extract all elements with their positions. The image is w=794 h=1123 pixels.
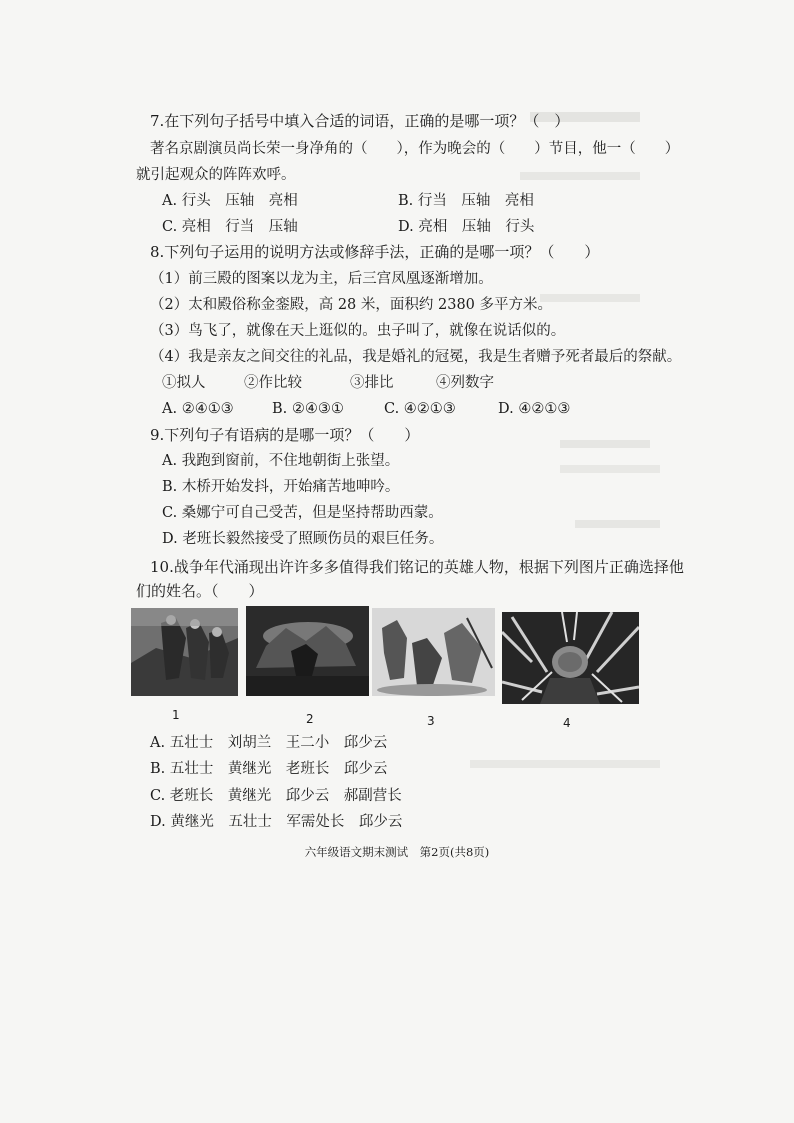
q7-stem: 7.在下列句子括号中填入合适的词语，正确的是哪一项？（ ） xyxy=(150,112,570,130)
q7-option-d: D. 亮相 压轴 行头 xyxy=(398,219,535,235)
q10-option-a: A. 五壮士 刘胡兰 王二小 邱少云 xyxy=(150,735,388,751)
q7-sentence-line2: 就引起观众的阵阵欢呼。 xyxy=(136,167,296,183)
hero-picture-2 xyxy=(246,606,369,696)
q8-stem: 8.下列句子运用的说明方法或修辞手法，正确的是哪一项？（ ） xyxy=(150,243,600,261)
q8-option-a: A. ②④①③ xyxy=(162,401,234,417)
q9-option-a: A. 我跑到窗前，不住地朝街上张望。 xyxy=(162,453,400,469)
q8-item-2: （2）太和殿俗称金銮殿，高 28 米，面积约 2380 多平方米。 xyxy=(150,297,553,313)
picture-label-4: 4 xyxy=(563,716,571,730)
q9-option-d: D. 老班长毅然接受了照顾伤员的艰巨任务。 xyxy=(162,531,444,547)
q8-method-3: ③排比 xyxy=(350,375,394,391)
hero-picture-3 xyxy=(372,608,495,696)
page-footer: 六年级语文期末测试 第2页(共8页) xyxy=(304,845,490,859)
hero-picture-1 xyxy=(131,608,238,696)
picture-label-3: 3 xyxy=(427,714,435,728)
q10-stem-line2: 们的姓名。（ ） xyxy=(136,582,264,600)
q9-option-b: B. 木桥开始发抖，开始痛苦地呻吟。 xyxy=(162,479,400,495)
q8-option-d: D. ④②①③ xyxy=(498,401,571,417)
q7-option-a: A. 行头 压轴 亮相 xyxy=(162,193,298,209)
q8-item-4: （4）我是亲友之间交往的礼品，我是婚礼的冠冕，我是生者赠予死者最后的祭献。 xyxy=(150,349,682,365)
q10-option-c: C. 老班长 黄继光 邱少云 郝副营长 xyxy=(150,788,402,804)
q8-option-c: C. ④②①③ xyxy=(384,401,456,417)
q9-option-c: C. 桑娜宁可自己受苦，但是坚持帮助西蒙。 xyxy=(162,505,443,521)
q8-method-1: ①拟人 xyxy=(162,375,206,391)
q8-method-4: ④列数字 xyxy=(436,375,494,391)
q10-option-b: B. 五壮士 黄继光 老班长 邱少云 xyxy=(150,761,388,777)
q8-option-b: B. ②④③① xyxy=(272,401,344,417)
q8-method-2: ②作比较 xyxy=(244,375,302,391)
picture-label-2: 2 xyxy=(306,712,314,726)
q10-stem-line1: 10.战争年代涌现出许许多多值得我们铭记的英雄人物，根据下列图片正确选择他 xyxy=(150,558,684,576)
q8-item-3: （3）鸟飞了，就像在天上逛似的。虫子叫了，就像在说话似的。 xyxy=(150,323,566,339)
q10-option-d: D. 黄继光 五壮士 军需处长 邱少云 xyxy=(150,814,403,830)
q9-stem: 9.下列句子有语病的是哪一项？（ ） xyxy=(150,426,420,444)
q8-item-1: （1）前三殿的图案以龙为主，后三宫凤凰逐渐增加。 xyxy=(150,271,493,287)
hero-picture-4 xyxy=(502,612,639,704)
q7-option-b: B. 行当 压轴 亮相 xyxy=(398,193,534,209)
q7-option-c: C. 亮相 行当 压轴 xyxy=(162,219,298,235)
q7-sentence-line1: 著名京剧演员尚长荣一身净角的（ ），作为晚会的（ ）节目，他一（ ） xyxy=(150,141,680,157)
picture-label-1: 1 xyxy=(172,708,180,722)
